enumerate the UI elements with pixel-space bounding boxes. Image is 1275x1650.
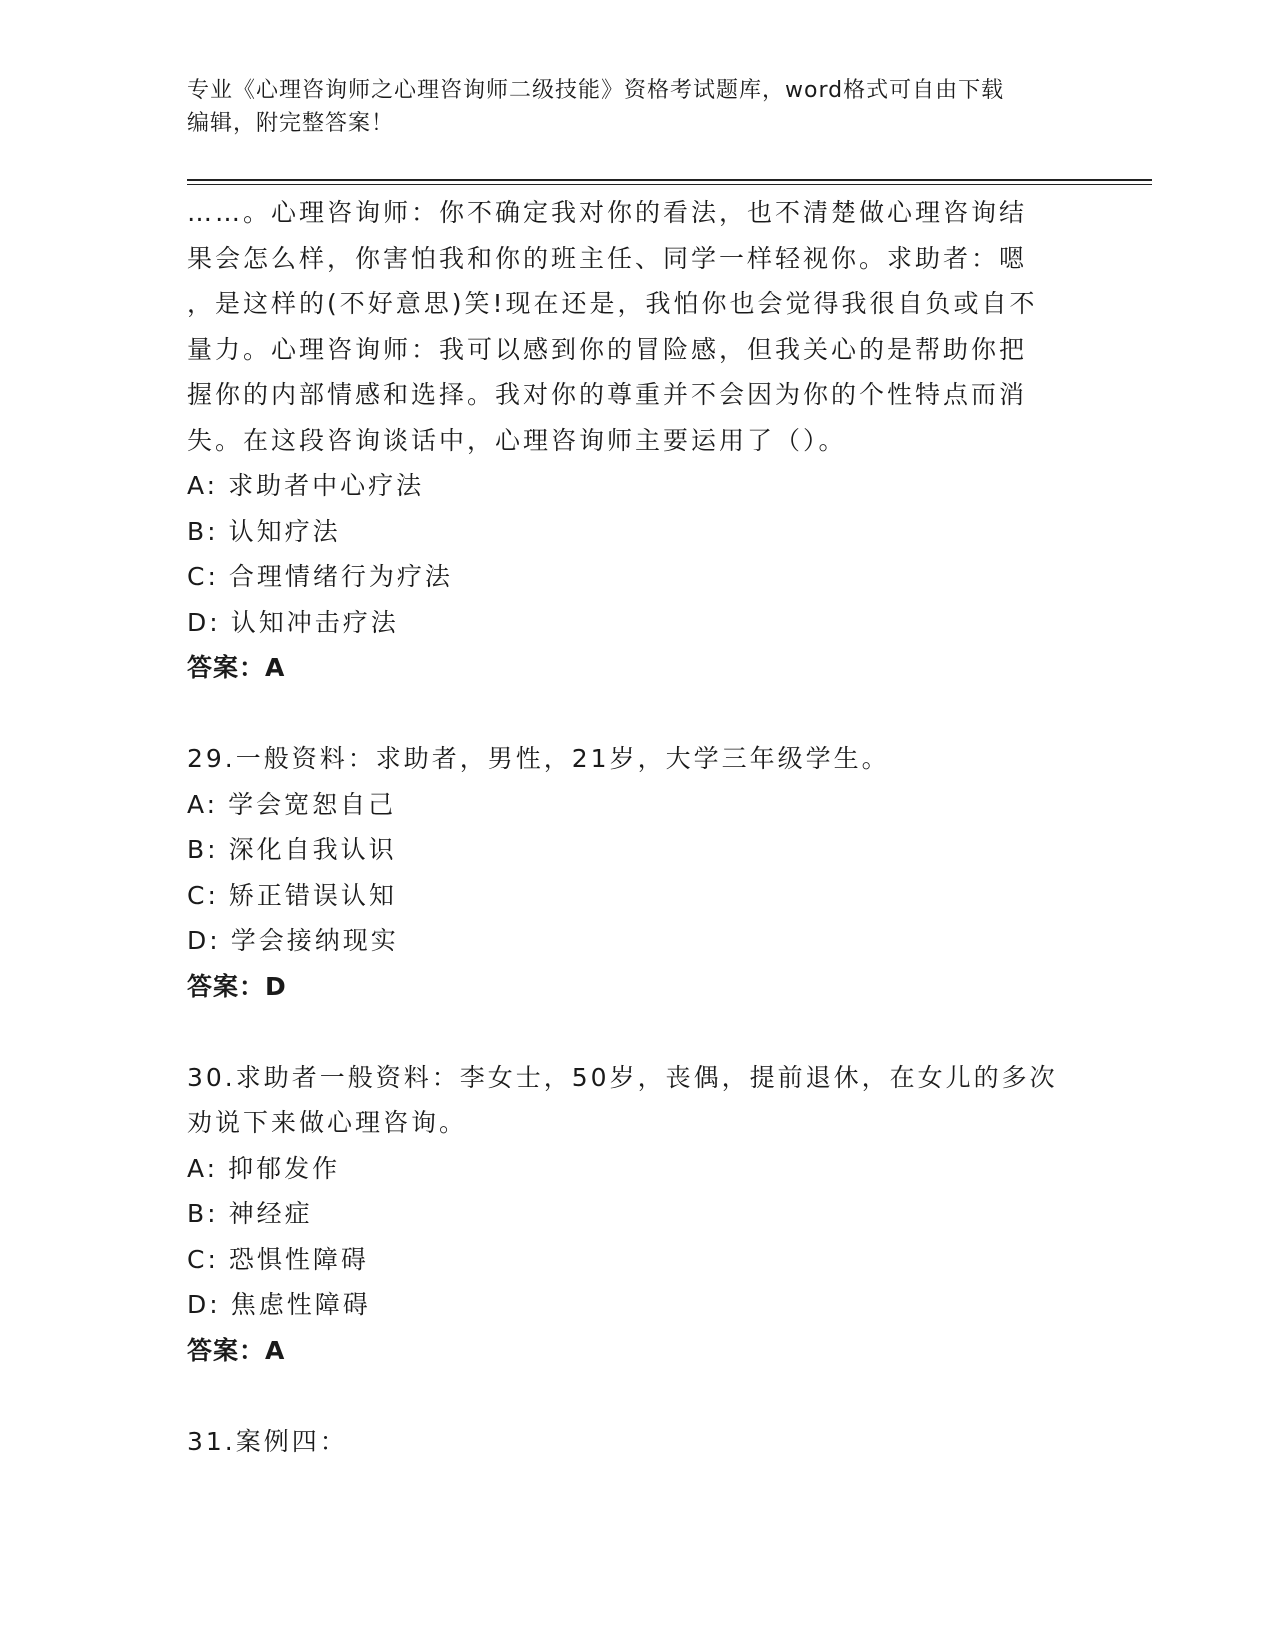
question-line: 握你的内部情感和选择。我对你的尊重并不会因为你的个性特点而消 [187,380,1028,409]
header-rule-thick [187,179,1152,181]
question-line: 30.求助者一般资料：李女士，50岁，丧偶，提前退休，在女儿的多次 [187,1062,1058,1092]
question-28 [187,190,1087,691]
header-line-1: 专业《心理咨询师之心理咨询师二级技能》资格考试题库，word格式可自由下载 [187,78,1005,103]
option-c: C: 恐惧性障碍 [187,1244,369,1274]
question-31 [187,1419,1087,1465]
question-line: ，是这样的(不好意思)笑!现在还是，我怕你也会觉得我很自负或自不 [187,289,1038,318]
spacer [187,1373,1087,1419]
question-line: ……。心理咨询师：你不确定我对你的看法，也不清楚做心理咨询结 [187,198,1028,227]
question-line: 果会怎么样，你害怕我和你的班主任、同学一样轻视你。求助者：嗯 [187,243,1028,273]
spacer [187,691,1087,737]
document-header [187,74,1087,140]
option-d: D: 学会接纳现实 [187,926,399,955]
option-c: C: 矫正错误认知 [187,880,397,910]
question-text [187,190,1087,463]
question-29 [187,736,1087,1009]
question-text [187,1419,1087,1465]
answer: 答案：D [187,971,287,1001]
option-b: B: 认知疗法 [187,516,341,546]
spacer [187,1009,1087,1055]
option-a: A: 抑郁发作 [187,1153,341,1183]
option-d: D: 认知冲击疗法 [187,607,399,637]
question-line: 量力。心理咨询师：我可以感到你的冒险感，但我关心的是帮助你把 [187,334,1028,364]
question-list [187,190,1087,1464]
question-line: 劝说下来做心理咨询。 [187,1108,468,1137]
question-30 [187,1055,1087,1374]
question-text [187,1055,1087,1146]
question-line: 失。在这段咨询谈话中，心理咨询师主要运用了（）。 [187,425,847,455]
option-a: A: 求助者中心疗法 [187,471,425,500]
option-d: D: 焦虑性障碍 [187,1290,371,1319]
answer: 答案：A [187,653,286,682]
header-rule-thin [187,184,1152,185]
question-line: 31.案例四： [187,1426,348,1456]
question-line: 29.一般资料：求助者，男性，21岁，大学三年级学生。 [187,744,890,773]
header-line-2: 编辑，附完整答案！ [187,111,395,136]
option-a: A: 学会宽恕自己 [187,789,397,819]
answer: 答案：A [187,1335,286,1365]
option-b: B: 神经症 [187,1199,313,1228]
option-b: B: 深化自我认识 [187,835,397,864]
option-c: C: 合理情绪行为疗法 [187,562,453,591]
question-text [187,736,1087,782]
